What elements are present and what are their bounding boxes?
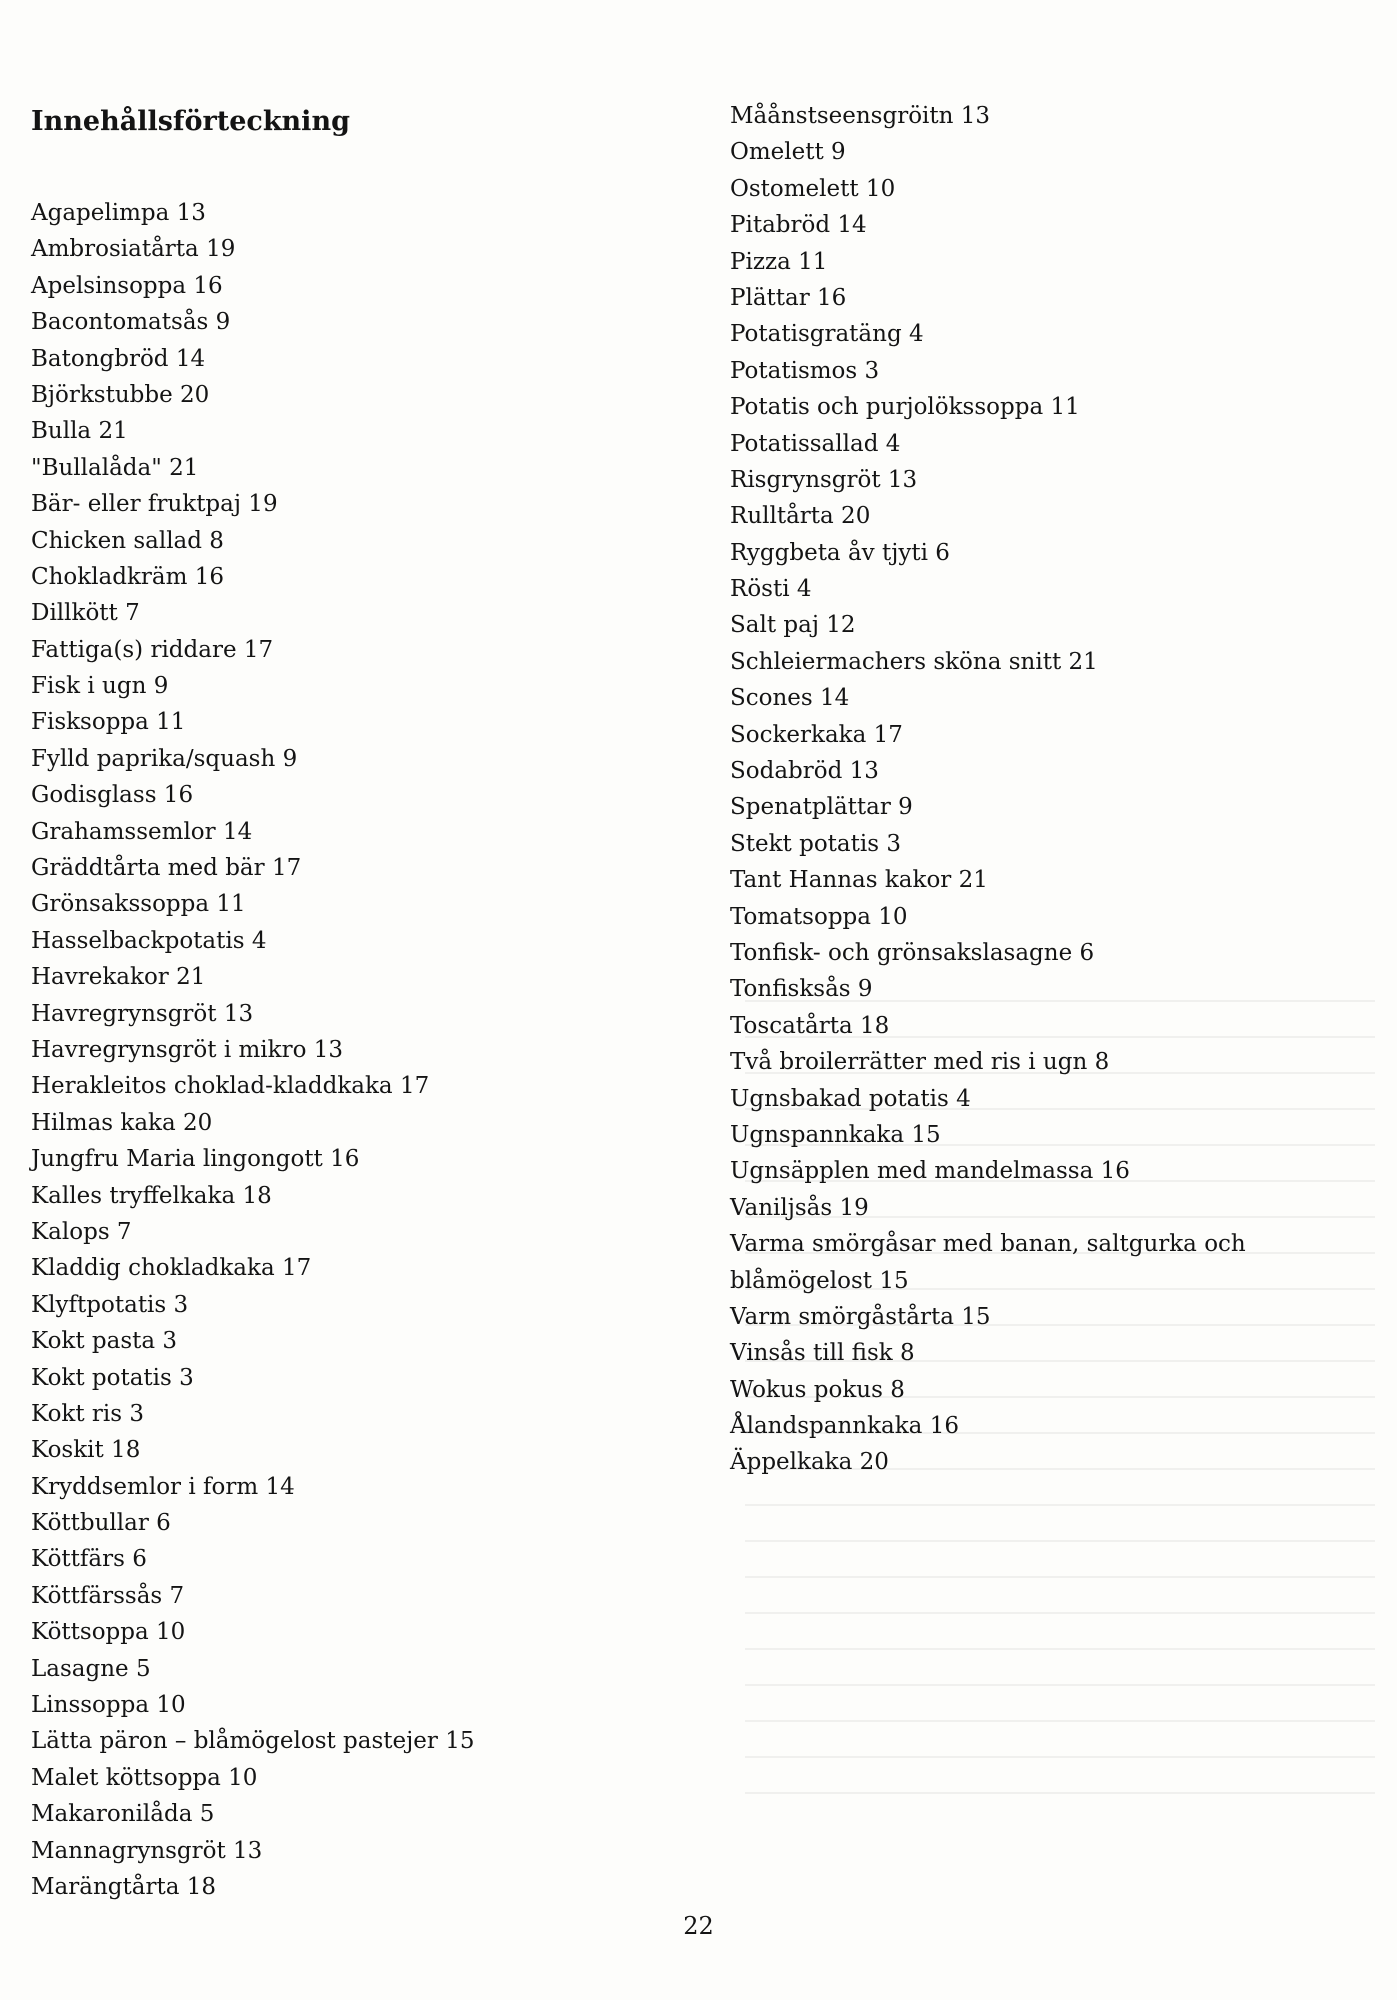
- index-entry: Godisglass 16: [31, 782, 194, 809]
- index-entry: Dillkött 7: [31, 600, 140, 627]
- index-entry: Malet köttsoppa 10: [31, 1764, 258, 1791]
- index-entry: Vaniljsås 19: [730, 1194, 869, 1221]
- index-list-right: [730, 98, 1370, 1481]
- index-entry: Havregrynsgröt 13: [31, 1000, 254, 1027]
- index-entry: Plättar 16: [730, 284, 847, 311]
- index-entry: Bär- eller fruktpaj 19: [31, 491, 278, 518]
- index-entry: Vinsås till fisk 8: [730, 1340, 915, 1367]
- index-entry: Två broilerrätter med ris i ugn 8: [730, 1049, 1110, 1076]
- index-entry: Grahamssemlor 14: [31, 818, 253, 845]
- index-entry: Hasselbackpotatis 4: [31, 927, 267, 954]
- index-entry: Koskit 18: [31, 1437, 141, 1464]
- index-entry: Köttfärs 6: [31, 1546, 147, 1573]
- index-entry: Ryggbeta åv tjyti 6: [730, 539, 950, 566]
- index-entry: Marängtårta 18: [31, 1873, 216, 1900]
- index-entry: Makaronilåda 5: [31, 1801, 215, 1828]
- index-entry: Köttfärssås 7: [31, 1582, 185, 1609]
- index-entry: Fylld paprika/squash 9: [31, 745, 298, 772]
- index-entry: Rulltårta 20: [730, 503, 871, 530]
- index-entry: Potatissallad 4: [730, 430, 901, 457]
- index-entry: Mannagrynsgröt 13: [31, 1837, 263, 1864]
- index-entry: Tant Hannas kakor 21: [730, 867, 988, 894]
- index-entry: Tonfisksås 9: [730, 976, 873, 1003]
- index-entry: Risgrynsgröt 13: [730, 466, 918, 493]
- left-column: [31, 98, 711, 1905]
- index-entry: Chicken sallad 8: [31, 527, 224, 554]
- index-entry: Sockerkaka 17: [730, 721, 903, 748]
- index-entry: Köttsoppa 10: [31, 1619, 186, 1646]
- index-entry: Varm smörgåstårta 15: [730, 1303, 991, 1330]
- index-entry: Wokus pokus 8: [730, 1376, 905, 1403]
- index-entry: Tonfisk- och grönsakslasagne 6: [730, 939, 1095, 966]
- index-entry: Stekt potatis 3: [730, 830, 901, 857]
- index-entry: Pizza 11: [730, 248, 828, 275]
- index-entry: Måånstseensgröitn 13: [730, 103, 991, 129]
- index-entry: Herakleitos choklad-kladdkaka 17: [31, 1073, 430, 1100]
- index-entry: Fattiga(s) riddare 17: [31, 636, 274, 663]
- index-entry: Fisk i ugn 9: [31, 673, 169, 700]
- index-entry: Potatismos 3: [730, 357, 880, 384]
- index-entry: Fisksoppa 11: [31, 709, 186, 736]
- index-entry: Bacontomatsås 9: [31, 309, 231, 336]
- index-entry: Chokladkräm 16: [31, 563, 225, 590]
- index-entry: Scones 14: [730, 685, 850, 712]
- index-entry: Havrekakor 21: [31, 964, 206, 991]
- index-entry: Gräddtårta med bär 17: [31, 855, 302, 882]
- index-entry: Kokt ris 3: [31, 1400, 145, 1427]
- index-entry: Rösti 4: [730, 576, 812, 603]
- index-entry: Ugnsbakad potatis 4: [730, 1085, 971, 1112]
- index-entry: Linssoppa 10: [31, 1692, 186, 1719]
- index-entry: Ugnsäpplen med mandelmassa 16: [730, 1158, 1130, 1185]
- index-entry: Potatis och purjolökssoppa 11: [730, 394, 1080, 421]
- index-entry: Pitabröd 14: [730, 212, 867, 239]
- index-entry: Kokt potatis 3: [31, 1364, 194, 1391]
- index-entry: Kalles tryffelkaka 18: [31, 1182, 272, 1209]
- index-entry: Grönsakssoppa 11: [31, 891, 246, 918]
- index-entry: Ugnspannkaka 15: [730, 1121, 941, 1148]
- index-entry: Havregrynsgröt i mikro 13: [31, 1036, 344, 1063]
- index-entry: Apelsinsoppa 16: [31, 272, 223, 299]
- index-entry: Ambrosiatårta 19: [31, 236, 236, 263]
- index-entry: Klyftpotatis 3: [31, 1291, 189, 1318]
- index-entry: Björkstubbe 20: [31, 381, 210, 408]
- index-entry: "Bullalåda" 21: [31, 454, 199, 481]
- index-entry: Kryddsemlor i form 14: [31, 1473, 295, 1500]
- page-number: 22: [683, 1912, 714, 1940]
- index-entry: Kalops 7: [31, 1218, 132, 1245]
- index-entry: Schleiermachers sköna snitt 21: [730, 648, 1098, 675]
- index-entry: Jungfru Maria lingongott 16: [31, 1146, 360, 1173]
- index-entry: Lätta päron – blåmögelost pastejer 15: [31, 1728, 475, 1755]
- index-list-left: [31, 195, 711, 1905]
- index-entry: Varma smörgåsar med banan, saltgurka och blåmögelost 15: [730, 1231, 1246, 1294]
- index-entry: Tomatsoppa 10: [730, 903, 908, 930]
- index-entry: Ålandspannkaka 16: [730, 1413, 959, 1440]
- index-entry: Potatisgratäng 4: [730, 321, 924, 348]
- index-entry: Äppelkaka 20: [730, 1449, 889, 1476]
- index-entry: Spenatplättar 9: [730, 794, 913, 821]
- index-entry: Ostomelett 10: [730, 175, 896, 202]
- index-entry: Batongbröd 14: [31, 345, 206, 372]
- page-title: Innehållsförteckning: [31, 106, 350, 137]
- index-entry: Hilmas kaka 20: [31, 1109, 213, 1136]
- index-entry: Omelett 9: [730, 139, 846, 166]
- index-entry: Kladdig chokladkaka 17: [31, 1255, 312, 1282]
- index-entry: Lasagne 5: [31, 1655, 151, 1682]
- right-column: [730, 98, 1370, 1481]
- index-entry: Salt paj 12: [730, 612, 856, 639]
- index-entry: Sodabröd 13: [730, 758, 879, 785]
- index-entry: Agapelimpa 13: [31, 200, 206, 226]
- index-entry: Bulla 21: [31, 418, 128, 445]
- index-entry: Kokt pasta 3: [31, 1328, 178, 1355]
- index-entry: Köttbullar 6: [31, 1510, 171, 1537]
- index-entry: Toscatårta 18: [730, 1012, 890, 1039]
